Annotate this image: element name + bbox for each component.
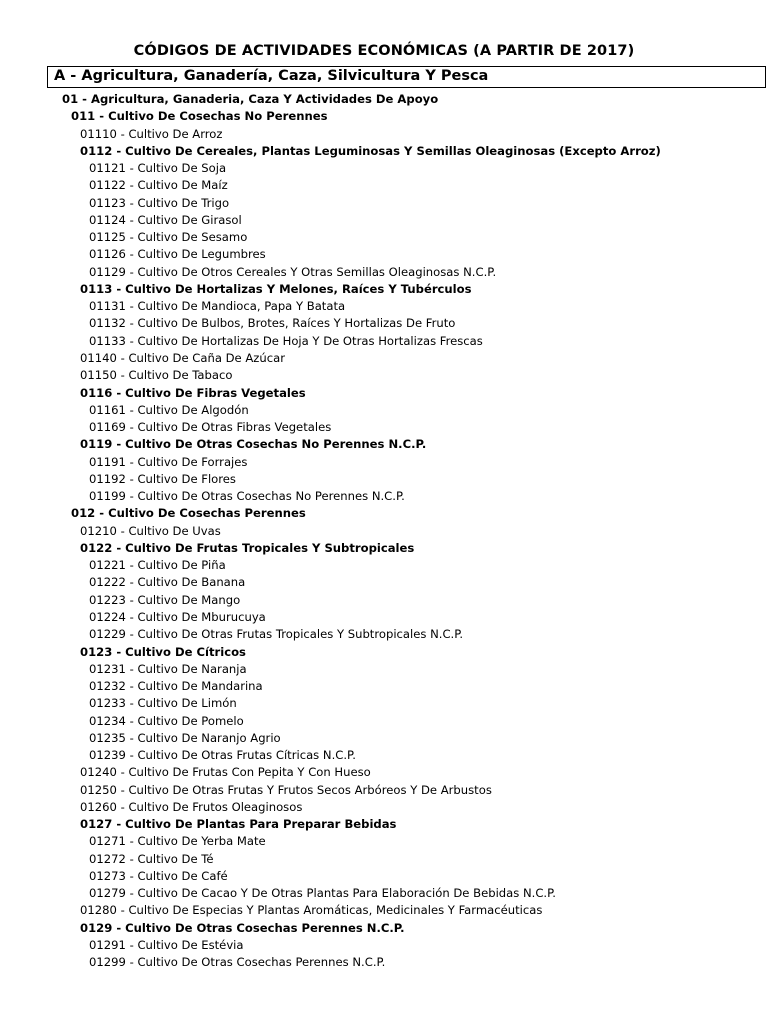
code-separator: - [125,609,138,624]
activity-code: 01129 [89,264,126,279]
code-separator: - [125,333,138,348]
activity-label: Cultivo De Naranjo Agrio [137,730,281,745]
activity-code: 012 [71,506,96,521]
activity-code-row [0,609,768,626]
activity-code: 01123 [89,195,126,210]
activity-label: Cultivo De Pomelo [137,713,244,728]
code-separator: - [112,920,126,935]
activity-code-row [0,454,768,471]
activity-code-row [0,747,768,764]
activity-code-row [0,833,768,850]
activity-label: Cultivo De Algodón [137,402,249,417]
activity-code: 01224 [89,609,126,624]
activity-label: Cultivo De Yerba Mate [137,834,266,849]
code-separator: - [95,506,109,521]
code-separator: - [125,661,138,676]
activity-code-row [0,954,768,971]
activity-code: 01235 [89,730,126,745]
activity-code-row [0,937,768,954]
activity-code-row [0,333,768,350]
activity-label: Cultivo De Cosechas Perennes [108,506,306,521]
activity-label: Cultivo De Bulbos, Brotes, Raíces Y Hortalizas De Fruto [137,316,456,331]
activity-code: 01122 [89,178,126,193]
activity-code: 0122 [80,540,113,555]
activity-label: Cultivo De Especias Y Plantas Aromáticas, Medicinales Y Farmacéuticas [128,903,543,918]
activity-code: 01271 [89,834,126,849]
activity-label: Cultivo De Forrajes [137,454,248,469]
activity-code: 01192 [89,471,126,486]
activity-label: Cultivo De Otros Cereales Y Otras Semillas Oleaginosas N.C.P. [137,264,497,279]
activity-code-row [0,626,768,643]
activity-label: Cultivo De Trigo [137,195,230,210]
activity-code: 01229 [89,627,126,642]
code-separator: - [125,402,138,417]
activity-code-row [0,385,768,402]
activity-code: 01231 [89,661,126,676]
activity-label: Cultivo De Caña De Azúcar [128,350,285,365]
activity-label: Cultivo De Frutos Oleaginosos [128,799,303,814]
activity-code: 01121 [89,161,126,176]
activity-label: Cultivo De Legumbres [137,247,266,262]
activity-code: 01191 [89,454,126,469]
code-separator: - [125,627,138,642]
activity-code-row [0,523,768,540]
code-separator: - [112,644,126,659]
activity-code: 01110 [80,126,117,141]
activity-label: Cultivo De Piña [137,558,226,573]
activity-code-row [0,799,768,816]
activity-code: 01232 [89,679,126,694]
activity-code-row [0,574,768,591]
code-separator: - [125,868,138,883]
code-separator: - [125,955,138,970]
activity-code-row [0,920,768,937]
activity-label: Cultivo De Plantas Para Preparar Bebidas [125,817,397,832]
activity-code: 01299 [89,955,126,970]
document-title: CÓDIGOS DE ACTIVIDADES ECONÓMICAS (A PARTIR DE 2017) [133,43,635,59]
activity-code-row [0,713,768,730]
activity-code: 0119 [80,437,113,452]
activity-label: Cultivo De Café [137,868,228,883]
activity-label: Cultivo De Maíz [137,178,228,193]
code-separator: - [125,558,138,573]
activity-code-row [0,540,768,557]
code-separator: - [125,299,138,314]
activity-code: 0112 [80,143,113,158]
activity-code-row [0,367,768,384]
activity-label: Cultivo De Cereales, Plantas Leguminosas Y Semillas Oleaginosas (Excepto Arroz) [125,143,661,158]
code-separator: - [116,782,129,797]
activity-code-row [0,246,768,263]
activity-code-row [0,902,768,919]
code-separator: - [116,799,129,814]
code-separator: - [116,126,129,141]
activity-code: 01240 [80,765,117,780]
activity-label: Cultivo De Hortalizas De Hoja Y De Otras Hortalizas Frescas [137,333,483,348]
code-separator: - [112,385,126,400]
activity-code: 0129 [80,920,113,935]
activity-code-row [0,160,768,177]
activity-label: Cultivo De Fibras Vegetales [125,385,306,400]
code-separator: - [112,540,126,555]
activity-label: Cultivo De Otras Cosechas Perennes N.C.P. [137,955,386,970]
activity-code: 01150 [80,368,117,383]
code-separator: - [125,679,138,694]
activity-code-row [0,782,768,799]
activity-code-row [0,281,768,298]
activity-label: Cultivo De Otras Frutas Y Frutos Secos Arbóreos Y De Arbustos [128,782,492,797]
activity-code: 01233 [89,696,126,711]
activity-label: Cultivo De Té [137,851,214,866]
activity-label: Cultivo De Tabaco [128,368,233,383]
code-separator: - [112,143,126,158]
activity-code-row [0,126,768,143]
activity-label: Cultivo De Soja [137,161,227,176]
code-separator: - [125,178,138,193]
activity-code-row [0,678,768,695]
activity-code: 01161 [89,402,126,417]
code-separator: - [116,765,129,780]
activity-label: Cultivo De Arroz [128,126,223,141]
activity-code: 01131 [89,299,126,314]
activity-label: Cultivo De Flores [137,471,236,486]
activity-code: 01280 [80,903,117,918]
activity-code-row [0,177,768,194]
activity-label: Cultivo De Uvas [128,523,221,538]
activity-code-row [0,212,768,229]
activity-code-row [0,764,768,781]
code-separator: - [78,92,92,106]
activity-code-row [0,557,768,574]
code-separator: - [125,592,138,607]
activity-code: 01273 [89,868,126,883]
activity-code: 01210 [80,523,117,538]
activity-label: Cultivo De Otras Frutas Tropicales Y Subtropicales N.C.P. [137,627,464,642]
code-separator: - [125,730,138,745]
activity-code: 01 [62,92,79,106]
code-separator: - [125,748,138,763]
code-separator: - [125,247,138,262]
activity-code-row [0,851,768,868]
activity-code: 01221 [89,558,126,573]
activity-code-row [0,229,768,246]
code-separator: - [125,230,138,245]
activity-code-row [0,264,768,281]
activity-code: 0116 [80,385,113,400]
code-separator: - [125,212,138,227]
activity-code: 01279 [89,886,126,901]
activity-code: 01223 [89,592,126,607]
activity-code: 01132 [89,316,126,331]
activity-code-row [0,436,768,453]
code-separator: - [125,420,138,435]
activity-code: 01124 [89,212,126,227]
activity-label: Cultivo De Banana [137,575,246,590]
activity-code: 01222 [89,575,126,590]
activity-label: Cultivo De Mburucuya [137,609,266,624]
activity-code: 0113 [80,281,113,296]
code-separator: - [125,886,138,901]
activity-code-row [0,695,768,712]
code-separator: - [116,523,129,538]
activity-code: 01126 [89,247,126,262]
activity-label: Cultivo De Estévia [137,938,244,953]
activity-label: Cultivo De Otras Frutas Cítricas N.C.P. [137,748,356,763]
activity-label: Cultivo De Sesamo [137,230,248,245]
activity-code-row [0,91,768,108]
section-label: Agricultura, Ganadería, Caza, Silvicultura Y Pesca [81,68,489,84]
activity-label: Cultivo De Mango [137,592,241,607]
activity-code-row [0,471,768,488]
activity-code: 0127 [80,817,113,832]
code-separator: - [125,471,138,486]
code-separator: - [112,281,126,296]
activity-label: Cultivo De Limón [137,696,237,711]
activity-code-row [0,195,768,212]
code-separator: - [125,264,138,279]
activity-code: 01199 [89,489,126,504]
activity-label: Cultivo De Otras Cosechas No Perennes N.C.P. [125,437,427,452]
activity-label: Cultivo De Mandioca, Papa Y Batata [137,299,346,314]
activity-code-row [0,868,768,885]
activity-code-row [0,488,768,505]
code-separator: - [116,350,129,365]
code-separator: - [125,316,138,331]
code-separator: - [112,817,126,832]
code-separator: - [125,195,138,210]
activity-label: Cultivo De Hortalizas Y Melones, Raíces Y Tubérculos [125,281,472,296]
activity-code-row [0,816,768,833]
section-header [47,66,766,88]
activity-label: Cultivo De Cosechas No Perennes [108,109,328,124]
activity-code: 01169 [89,420,126,435]
activity-code: 01291 [89,938,126,953]
activity-code: 011 [71,109,96,124]
activity-code: 01239 [89,748,126,763]
activity-code-row [0,402,768,419]
activity-code-row [0,298,768,315]
activity-code: 01133 [89,333,126,348]
activity-label: Cultivo De Naranja [137,661,247,676]
section-title: A - Agricultura, Ganadería, Caza, Silvicultura Y Pesca [54,68,489,84]
section-code: A [54,68,66,84]
code-separator: - [95,109,109,124]
activity-label: Cultivo De Girasol [137,212,242,227]
code-separator: - [116,368,129,383]
activity-code: 01140 [80,350,117,365]
activity-code: 0123 [80,644,113,659]
activity-label: Cultivo De Cítricos [125,644,246,659]
activity-label: Cultivo De Otras Cosechas Perennes N.C.P. [125,920,405,935]
activity-label: Cultivo De Otras Cosechas No Perennes N.C.P. [137,489,405,504]
activity-code: 01272 [89,851,126,866]
activity-code-row [0,730,768,747]
code-separator: - [125,713,138,728]
code-separator: - [125,161,138,176]
activity-label: Cultivo De Frutas Tropicales Y Subtropicales [125,540,415,555]
code-separator: - [125,489,138,504]
activity-code-row [0,143,768,160]
code-separator: - [112,437,126,452]
activity-label: Cultivo De Frutas Con Pepita Y Con Hueso [128,765,371,780]
activity-code-row [0,108,768,125]
activity-code-row [0,419,768,436]
code-separator: - [125,834,138,849]
activity-code: 01250 [80,782,117,797]
activity-code-row [0,350,768,367]
activity-code-list [0,91,768,972]
code-separator: - [116,903,129,918]
activity-code-row [0,592,768,609]
activity-code: 01234 [89,713,126,728]
activity-label: Cultivo De Cacao Y De Otras Plantas Para Elaboración De Bebidas N.C.P. [137,886,556,901]
code-separator: - [125,938,138,953]
activity-code-row [0,661,768,678]
activity-code: 01260 [80,799,117,814]
activity-code: 01125 [89,230,126,245]
activity-code-row [0,315,768,332]
code-separator: - [125,851,138,866]
activity-code-row [0,644,768,661]
activity-code-row [0,505,768,522]
code-separator: - [125,454,138,469]
activity-label: Cultivo De Mandarina [137,679,263,694]
activity-code-row [0,885,768,902]
code-separator: - [125,696,138,711]
activity-label: Cultivo De Otras Fibras Vegetales [137,420,332,435]
activity-label: Agricultura, Ganaderia, Caza Y Actividades De Apoyo [91,92,439,106]
code-separator: - [125,575,138,590]
